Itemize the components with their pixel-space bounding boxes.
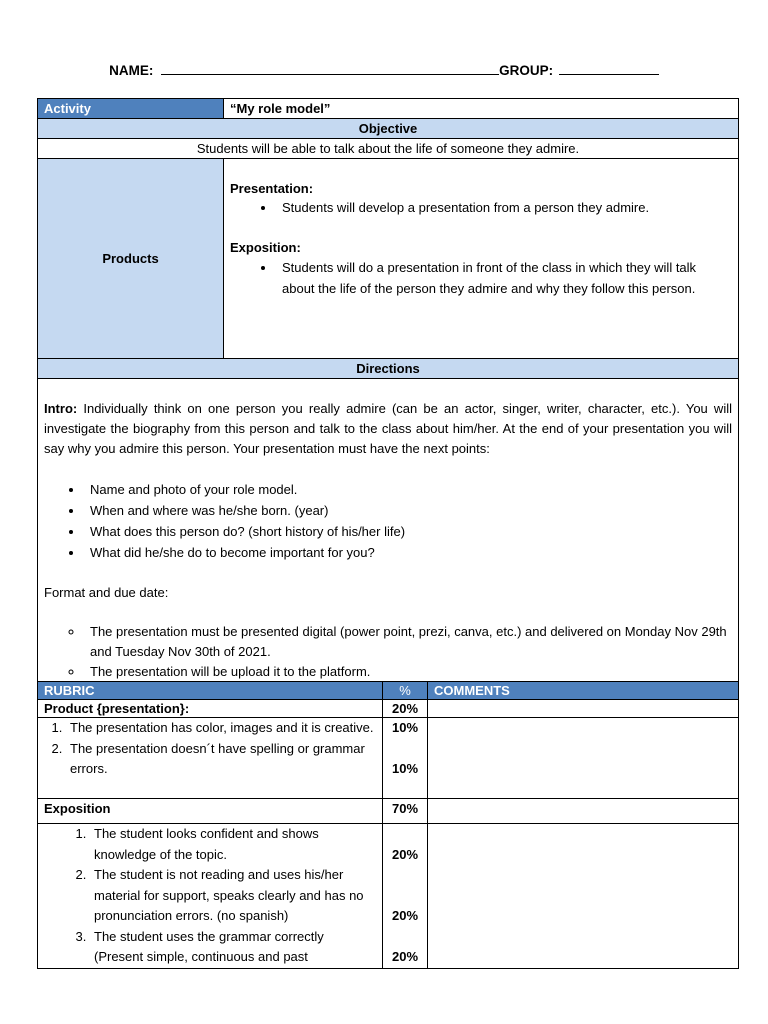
criterion-pct: 20% <box>391 908 419 923</box>
product-criteria-pct <box>383 718 428 799</box>
exposition-criteria-pct <box>383 824 428 969</box>
list-item: • When and where was he/she born. (year) <box>84 500 732 521</box>
comment-cell[interactable] <box>428 718 739 799</box>
points-list <box>44 479 732 563</box>
list-item: • Students will do a presentation in front of the class in which they will talk about the life of the person they admire and why they follow this person. <box>276 257 732 299</box>
comments-header: COMMENTS <box>428 682 739 700</box>
presentation-heading: Presentation: <box>230 181 314 196</box>
exposition-heading: Exposition: <box>230 240 301 255</box>
list-item: ◦ The presentation must be presented digital (power point, prezi, canva, etc.) and delivered on Monday Nov 29th and Tuesday Nov 30th of 2021. <box>84 622 732 662</box>
student-header <box>0 62 768 78</box>
list-item: 2. The student is not reading and uses his/her material for support, speaks clearly and has no pronunciation errors. (no spanish) <box>90 865 376 927</box>
criterion-pct: 20% <box>391 847 419 862</box>
group-field[interactable] <box>559 62 659 75</box>
exposition-pct: 70% <box>383 799 428 824</box>
criterion-pct: 10% <box>391 720 419 735</box>
list-item: • What did he/she do to become important for you? <box>84 542 732 563</box>
product-pct: 20% <box>383 700 428 718</box>
exposition-criteria-list <box>44 824 376 968</box>
format-list <box>44 622 732 682</box>
objective-text: Students will be able to talk about the life of someone they admire. <box>38 139 739 159</box>
exposition-list <box>230 257 732 299</box>
activity-label: Activity <box>38 99 224 119</box>
name-label: NAME: <box>109 63 154 78</box>
comment-cell[interactable] <box>428 824 739 969</box>
product-label: Product {presentation}: <box>38 700 383 718</box>
directions-heading: Directions <box>38 359 739 379</box>
intro-label: Intro: <box>44 401 78 416</box>
list-item: 2. The presentation doesn´t have spelling or grammar errors. <box>66 739 376 780</box>
exposition-label: Exposition <box>38 799 383 824</box>
criterion-pct: 10% <box>391 761 419 776</box>
products-label: Products <box>38 159 224 359</box>
list-item: 3. The student uses the grammar correctly (Present simple, continuous and past <box>90 927 376 968</box>
exposition-criteria <box>38 824 383 969</box>
products-cell <box>224 159 739 359</box>
list-item: • Students will develop a presentation from a person they admire. <box>276 198 732 218</box>
list-item: 1. The student looks confident and shows knowledge of the topic. <box>90 824 376 865</box>
list-item: • Name and photo of your role model. <box>84 479 732 500</box>
product-criteria <box>38 718 383 799</box>
comment-cell[interactable] <box>428 700 739 718</box>
presentation-list <box>230 198 732 218</box>
format-heading: Format and due date: <box>44 585 169 600</box>
name-field[interactable] <box>161 62 499 75</box>
intro-text: Individually think on one person you really admire (can be an actor, singer, writer, character, etc.). You will investigate the biography from this person and talk to the class about him/her. At the end of your presentation you will say why you admire this person. Your presentation must have the next points: <box>44 401 732 456</box>
list-item: 1. The presentation has color, images and it is creative. <box>66 718 376 739</box>
activity-value: “My role model” <box>224 99 739 119</box>
activity-table <box>37 98 739 686</box>
list-item: ◦ The presentation will be upload it to the platform. <box>84 662 732 682</box>
directions-cell <box>38 379 739 686</box>
group-label: GROUP: <box>499 63 554 78</box>
rubric-table <box>37 681 739 969</box>
product-criteria-list <box>44 718 376 780</box>
list-item: • What does this person do? (short history of his/her life) <box>84 521 732 542</box>
rubric-header: RUBRIC <box>38 682 383 700</box>
objective-heading: Objective <box>38 119 739 139</box>
comment-cell[interactable] <box>428 799 739 824</box>
percent-header: % <box>383 682 428 700</box>
criterion-pct: 20% <box>391 949 419 964</box>
intro-paragraph <box>44 399 732 459</box>
